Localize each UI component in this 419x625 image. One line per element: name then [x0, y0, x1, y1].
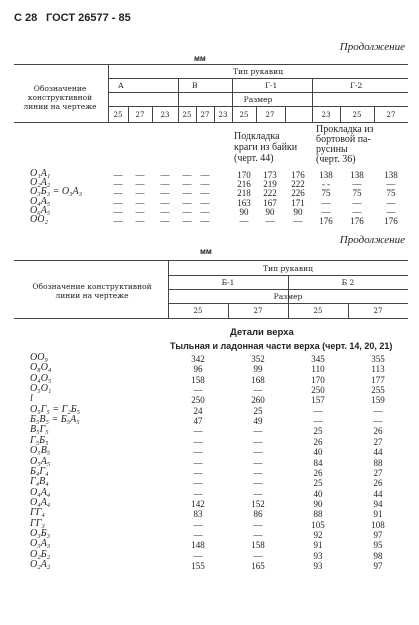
t2-row-label: OO₉	[30, 352, 48, 363]
t1-type-b: В	[192, 81, 198, 90]
t2-cell: 90	[313, 499, 323, 509]
t1-note2-line: (черт. 36)	[316, 154, 356, 165]
t2-row-label: Г₅Б₅	[30, 435, 49, 446]
t2-cell: 25	[253, 406, 263, 416]
t1-type-g1: Г-1	[265, 81, 278, 90]
t2-cell: —	[253, 478, 263, 488]
t1-cell: 222	[263, 188, 277, 198]
t2-row-label: Г₄B₄	[30, 476, 49, 487]
t2-cell: —	[193, 530, 203, 540]
t1-cell: —	[239, 216, 249, 226]
t1-size-cell: 25	[352, 111, 362, 119]
t1-cell: —	[293, 216, 303, 226]
t1-cell: —	[113, 179, 123, 189]
t2-cell: 250	[311, 385, 325, 395]
t2-cell: —	[253, 447, 263, 457]
t2-cell: 95	[373, 540, 383, 550]
t2-row-label: O₅A₅	[30, 456, 51, 467]
t1-cell: 75	[386, 188, 396, 198]
t2-cell: 88	[373, 458, 383, 468]
t2-cell: 93	[313, 551, 323, 561]
t2-type-b2: Б 2	[341, 278, 355, 287]
t2-cell: 91	[313, 540, 323, 550]
t2-cell: —	[253, 468, 263, 478]
t1-cell: 218	[237, 188, 251, 198]
t2-cell: 355	[371, 354, 385, 364]
t2-cell: 142	[191, 499, 205, 509]
t1-row-label: O₄A₅	[30, 196, 51, 207]
t1-cell: 219	[263, 179, 277, 189]
t2-cell: —	[193, 489, 203, 499]
t2-cell: 165	[251, 561, 265, 571]
t2-row-label: ГГ₃	[30, 518, 45, 529]
t1-note1-line: Подкладка	[234, 131, 280, 142]
t1-cell: —	[182, 216, 192, 226]
t1-cell: 216	[237, 179, 251, 189]
t2-cell: 26	[313, 468, 323, 478]
t2-cell: 24	[193, 406, 203, 416]
t2-cell: 168	[251, 375, 265, 385]
t2-row-label: O₃Б₃	[30, 528, 51, 539]
t1-cell: 75	[321, 188, 331, 198]
t2-cell: 86	[253, 509, 263, 519]
t1-cell: —	[200, 207, 210, 217]
t2-row-label: Б₅В₅ = Б₅A₅	[30, 414, 80, 425]
t1-unit: мм	[194, 54, 206, 63]
t1-cell: —	[182, 188, 192, 198]
t2-cell: 108	[371, 520, 385, 530]
t1-cell: —	[113, 216, 123, 226]
t1-cell: —	[182, 179, 192, 189]
t2-cell: —	[193, 437, 203, 447]
standard-code: ГОСТ 26577 - 85	[46, 12, 131, 24]
t1-cell: —	[352, 179, 362, 189]
t2-cell: —	[193, 426, 203, 436]
t2-row-label: Б₄Г₄	[30, 466, 49, 477]
t1-cell: —	[200, 170, 210, 180]
t1-row-label: O₆A₅	[30, 205, 51, 216]
t1-size-cell: 23	[321, 111, 331, 119]
t2-cell: 96	[193, 364, 203, 374]
t2-cell: 27	[373, 437, 383, 447]
t2-cell: 342	[191, 354, 205, 364]
t2-cell: —	[193, 478, 203, 488]
t1-cell: —	[200, 198, 210, 208]
t2-cell: —	[373, 416, 383, 426]
t1-cell: —	[160, 198, 170, 208]
section-subtitle: Тыльная и ладонная части верха (черт. 14, 20, 21)	[170, 341, 393, 351]
t1-cell: 176	[350, 216, 364, 226]
t2-continuation: Продолжение	[339, 234, 405, 246]
t2-type-label: Тип рукавиц	[263, 264, 313, 273]
t1-size-cell: 23	[160, 111, 170, 119]
t2-cell: 148	[191, 540, 205, 550]
t2-row-label: l	[30, 393, 33, 404]
t1-cell: —	[386, 207, 396, 217]
t1-size-cell: 27	[135, 111, 145, 119]
t1-cell: 163	[237, 198, 251, 208]
t1-type-a: А	[118, 81, 124, 90]
t2-cell: 93	[313, 561, 323, 571]
t1-cell: —	[135, 198, 145, 208]
t1-row-label: O₃Б₃ = O₃A₃	[30, 186, 83, 197]
t1-note2-line: бортовой па-	[316, 134, 371, 145]
t2-cell: 26	[373, 478, 383, 488]
t2-row-label: O₈O₄	[30, 362, 52, 373]
t2-row-label: B₅Г₅	[30, 424, 49, 435]
t2-cell: —	[253, 551, 263, 561]
t1-continuation: Продолжение	[339, 41, 405, 53]
t1-type-label: Тип рукавиц	[233, 67, 283, 76]
t1-cell: 138	[350, 170, 364, 180]
t2-cell: 88	[313, 509, 323, 519]
t1-cell: —	[135, 207, 145, 217]
t2-size-cell: 25	[193, 307, 203, 315]
t1-cell: 75	[352, 188, 362, 198]
t1-cell: —	[321, 198, 331, 208]
section-title: Детали верха	[230, 327, 294, 338]
t2-cell: 158	[191, 375, 205, 385]
t1-cell: —	[182, 198, 192, 208]
t1-size-cell: 27	[265, 111, 275, 119]
t2-row-label: O₂Б₂	[30, 549, 51, 560]
t2-cell: 40	[313, 489, 323, 499]
t2-cell: —	[313, 406, 323, 416]
t2-size-cell: 25	[313, 307, 323, 315]
t2-cell: —	[253, 385, 263, 395]
t1-cell: 222	[291, 179, 305, 189]
t1-cell: —	[265, 216, 275, 226]
t2-row-label: O₄O₅	[30, 373, 52, 384]
t2-cell: 98	[373, 551, 383, 561]
t2-cell: 44	[373, 489, 383, 499]
t2-cell: —	[373, 406, 383, 416]
t1-cell: —	[135, 188, 145, 198]
t2-size-label: Размер	[273, 292, 303, 301]
t1-size-cell: 25	[182, 111, 192, 119]
t2-cell: 26	[373, 426, 383, 436]
t2-row-label: O₅B₅	[30, 445, 51, 456]
t1-cell: 226	[291, 188, 305, 198]
t2-cell: —	[253, 437, 263, 447]
t1-cell: —	[135, 179, 145, 189]
t1-note1	[234, 131, 297, 164]
t2-cell: —	[253, 520, 263, 530]
t2-cell: 177	[371, 375, 385, 385]
t2-head-label: Обозначение конструктивной линии на чертеже	[32, 282, 152, 300]
t1-cell: 90	[293, 207, 303, 217]
t2-cell: 152	[251, 499, 265, 509]
t2-type-b1: Б-1	[221, 278, 235, 287]
t1-note2-line: Прокладка из	[316, 124, 374, 135]
t2-cell: 255	[371, 385, 385, 395]
t2-cell: 47	[193, 416, 203, 426]
t2-cell: 40	[313, 447, 323, 457]
t2-cell: 97	[373, 530, 383, 540]
t1-note1-line: краги из байки	[234, 142, 298, 153]
t1-cell: 138	[319, 170, 333, 180]
t1-cell: —	[182, 170, 192, 180]
t1-size-cell: 23	[218, 111, 228, 119]
t2-size-cell: 27	[373, 307, 383, 315]
t2-cell: 92	[313, 530, 323, 540]
t2-unit: мм	[200, 247, 212, 256]
t1-cell: 90	[265, 207, 275, 217]
t1-cell: —	[113, 170, 123, 180]
t2-row-label: ГГ₄	[30, 507, 45, 518]
t2-cell: 25	[313, 478, 323, 488]
t2-row-label: O₅Г₅ = Г₂Б₅	[30, 404, 81, 415]
t1-cell: —	[113, 207, 123, 217]
t1-cell: —	[200, 188, 210, 198]
t1-cell: —	[135, 216, 145, 226]
t2-row-label: O₃A₃	[30, 538, 51, 549]
t2-cell: —	[253, 458, 263, 468]
t2-cell: —	[193, 458, 203, 468]
t2-cell: 352	[251, 354, 265, 364]
t2-cell: —	[193, 520, 203, 530]
t2-row-label: O₅O₁	[30, 383, 52, 394]
t2-cell: 110	[311, 364, 325, 374]
t1-cell: —	[386, 179, 396, 189]
t1-cell: —	[160, 207, 170, 217]
t1-head-label: Обозначение конструктивной линии на чертеже	[23, 84, 97, 111]
t1-cell: —	[160, 188, 170, 198]
t1-note2	[316, 125, 374, 165]
t1-cell: —	[200, 216, 210, 226]
t1-row-label: OO₂	[30, 214, 48, 225]
t2-row-label: O₄A₄	[30, 497, 51, 508]
t2-cell: 170	[311, 375, 325, 385]
page-number: С 28	[14, 12, 38, 24]
t1-row-label: O₂A₂	[30, 177, 51, 188]
t1-cell: —	[321, 207, 331, 217]
t2-cell: 157	[311, 395, 325, 405]
t1-row-label: O₁A₁	[30, 168, 51, 179]
t2-cell: 158	[251, 540, 265, 550]
t2-cell: 26	[313, 437, 323, 447]
t1-note1-line: (черт. 44)	[234, 153, 274, 164]
t2-cell: —	[193, 551, 203, 561]
t2-cell: 25	[313, 426, 323, 436]
t1-cell: —	[113, 198, 123, 208]
t1-cell: —	[160, 179, 170, 189]
t1-cell: 138	[384, 170, 398, 180]
t1-cell: —	[182, 207, 192, 217]
t2-row-label: O₄A₄	[30, 487, 51, 498]
t2-cell: 105	[311, 520, 325, 530]
t2-cell: 159	[371, 395, 385, 405]
t2-cell: 345	[311, 354, 325, 364]
t2-cell: —	[253, 489, 263, 499]
t1-cell: 167	[263, 198, 277, 208]
t2-cell: 44	[373, 447, 383, 457]
t2-cell: 84	[313, 458, 323, 468]
t1-cell: —	[160, 216, 170, 226]
t1-cell: —	[200, 179, 210, 189]
t2-cell: —	[193, 447, 203, 457]
t1-cell: 171	[291, 198, 305, 208]
t1-cell: 170	[237, 170, 251, 180]
t1-cell: —	[160, 170, 170, 180]
t1-cell: —	[135, 170, 145, 180]
t1-size-cell: 27	[200, 111, 210, 119]
t2-cell: 260	[251, 395, 265, 405]
t2-cell: 91	[373, 509, 383, 519]
t2-size-cell: 27	[253, 307, 263, 315]
t1-cell: 90	[239, 207, 249, 217]
t2-cell: —	[193, 385, 203, 395]
t1-size-label: Размер	[243, 95, 273, 104]
t2-cell: —	[253, 530, 263, 540]
t2-row-label: O₂A₂	[30, 559, 51, 570]
t1-cell: —	[352, 207, 362, 217]
t2-cell: 83	[193, 509, 203, 519]
t1-size-cell: 27	[386, 111, 396, 119]
t1-type-g2: Г-2	[350, 81, 363, 90]
t2-cell: 250	[191, 395, 205, 405]
t1-cell: - -	[321, 179, 331, 189]
t1-size-cell: 25	[113, 111, 123, 119]
t1-cell: —	[352, 198, 362, 208]
t2-cell: 94	[373, 499, 383, 509]
t1-cell: —	[113, 188, 123, 198]
t2-cell: 27	[373, 468, 383, 478]
t2-cell: 49	[253, 416, 263, 426]
t1-note2-line: русины	[316, 144, 348, 155]
t2-cell: —	[253, 426, 263, 436]
t1-cell: 173	[263, 170, 277, 180]
t2-cell: —	[193, 468, 203, 478]
t1-cell: 176	[291, 170, 305, 180]
t1-cell: —	[386, 198, 396, 208]
t2-cell: 113	[371, 364, 385, 374]
t2-cell: 97	[373, 561, 383, 571]
t1-cell: 176	[319, 216, 333, 226]
t2-cell: 155	[191, 561, 205, 571]
t2-cell: —	[313, 416, 323, 426]
t2-cell: 99	[253, 364, 263, 374]
t1-cell: 176	[384, 216, 398, 226]
t1-size-cell: 25	[239, 111, 249, 119]
